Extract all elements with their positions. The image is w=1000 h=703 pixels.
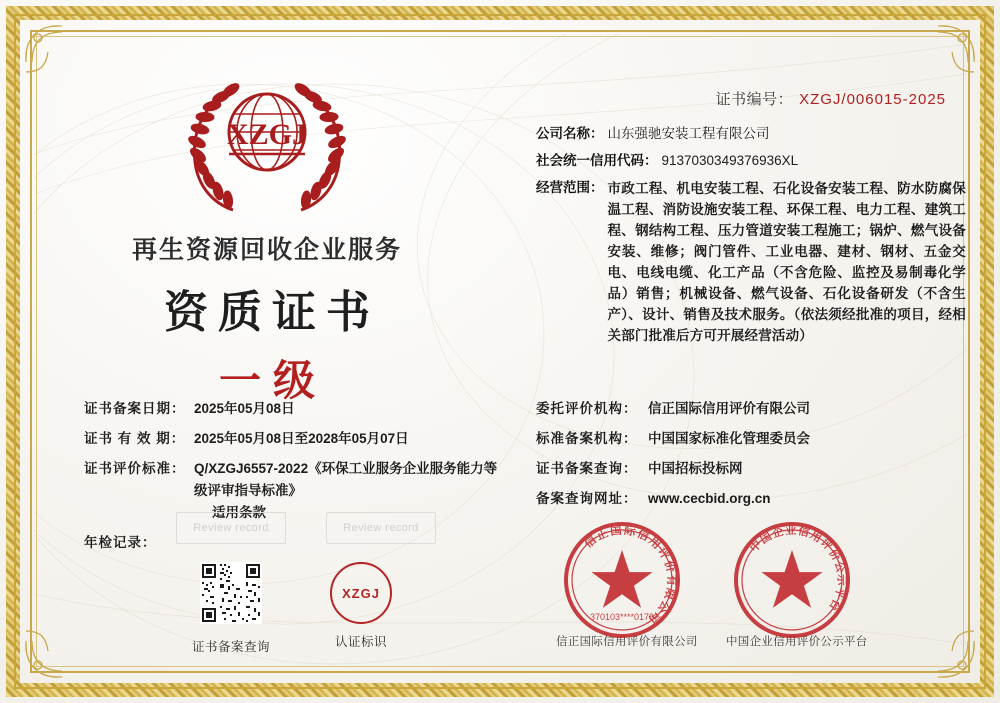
label-filing-date: 证书备案日期：	[84, 401, 186, 416]
serial-value: XZGJ/006015-2025	[799, 91, 946, 108]
label-standard-org: 标准备案机构：	[536, 431, 638, 446]
qr-code-icon[interactable]	[200, 562, 262, 624]
value-company-name: 山东强驰安装工程有限公司	[607, 126, 770, 141]
label-standard: 证书评价标准：	[84, 461, 186, 476]
round-seal-icon	[558, 516, 686, 644]
info-row-credit-code	[536, 151, 966, 171]
verification-block	[166, 562, 426, 672]
certificate-subtitle: 再生资源回收企业服务	[131, 237, 402, 264]
review-record-area	[176, 512, 476, 546]
serial-number	[716, 88, 946, 109]
badge-block	[306, 562, 416, 650]
seal-ring-text: 中国企业信用评价公示平台	[747, 524, 848, 614]
value-query-org: 中国招标投标网	[648, 461, 743, 476]
value-standard-text: Q/XZGJ6557-2022《环保工业服务企业服务能力等级评审指导标准》	[194, 461, 498, 498]
value-validity: 2025年05月08日至2028年05月07日	[194, 431, 409, 446]
seal-ring-text: 信正国际信用评价有限公司	[582, 524, 678, 627]
title-block	[52, 70, 482, 408]
value-query-url: www.cecbid.org.cn	[648, 491, 771, 506]
company-info	[536, 124, 966, 353]
label-validity: 证书 有 效 期：	[84, 431, 186, 446]
certificate-content	[46, 46, 966, 657]
value-business-scope: 市政工程、机电安装工程、石化设备安装工程、防水防腐保温工程、消防设施安装工程、环保工程、电力工程、建筑工程、钢结构工程、压力管道安装工程施工；锅炉、燃气设备安装、维修；阀门管件、工业电器、建材、钢材、五金交电、电线电缆、化工产品（不含危险、监控及易制毒化学品）销售；机械设备、燃气设备、石化设备研发（不含生产）、设计、销售及技术服务。（依法须经批准的项目，经相关部门批准后方可开展经营活动）	[607, 181, 966, 343]
value-evaluation-org: 信正国际信用评价有限公司	[648, 401, 810, 416]
seal-caption: 信正国际信用评价有限公司	[556, 636, 698, 648]
label-annual-review: 年检记录：	[84, 535, 157, 550]
info-row-company-name	[536, 124, 966, 144]
label-evaluation-org: 委托评价机构：	[536, 401, 638, 416]
detail-evaluation-org	[536, 398, 966, 420]
certificate-title: 资质证书	[164, 288, 380, 337]
detail-filing-date	[84, 398, 504, 420]
seal-caption: 中国企业信用评价公示平台	[726, 636, 868, 648]
label-company-name: 公司名称：	[536, 126, 604, 141]
value-standard-clause: 适用条款	[212, 505, 266, 520]
detail-standard-org	[536, 428, 966, 450]
review-record-box: Review record	[176, 512, 286, 544]
qr-caption: 证书备案查询	[191, 640, 270, 654]
detail-query-url	[536, 488, 966, 510]
certificate-details-right	[536, 398, 966, 518]
detail-query-org	[536, 458, 966, 480]
seal-evaluation-org	[556, 516, 698, 649]
certificate-grade: 一级	[218, 359, 327, 405]
seal-code: 370103****0173	[589, 612, 655, 622]
seal-platform	[726, 516, 868, 649]
value-standard-org: 中国国家标准化管理委员会	[648, 431, 810, 446]
label-query-url: 备案查询网址：	[536, 491, 638, 506]
round-seal-icon	[728, 516, 856, 644]
certification-badge-icon: XZGJ	[330, 562, 392, 624]
badge-caption: 认证标识	[334, 635, 387, 649]
label-business-scope: 经营范围：	[536, 180, 604, 195]
info-row-business-scope	[536, 178, 966, 346]
value-filing-date: 2025年05月08日	[194, 401, 295, 416]
value-credit-code: 9137030349376936XL	[661, 153, 799, 168]
detail-validity	[84, 428, 504, 450]
qr-block	[176, 562, 286, 655]
serial-label: 证书编号：	[715, 91, 794, 108]
label-query-org: 证书备案查询：	[536, 461, 638, 476]
label-credit-code: 社会统一信用代码：	[536, 153, 658, 168]
emblem-text: XZGJ	[226, 118, 308, 151]
seals-block	[546, 516, 966, 676]
review-record-box: Review record	[326, 512, 436, 544]
organization-emblem-icon	[173, 70, 361, 220]
